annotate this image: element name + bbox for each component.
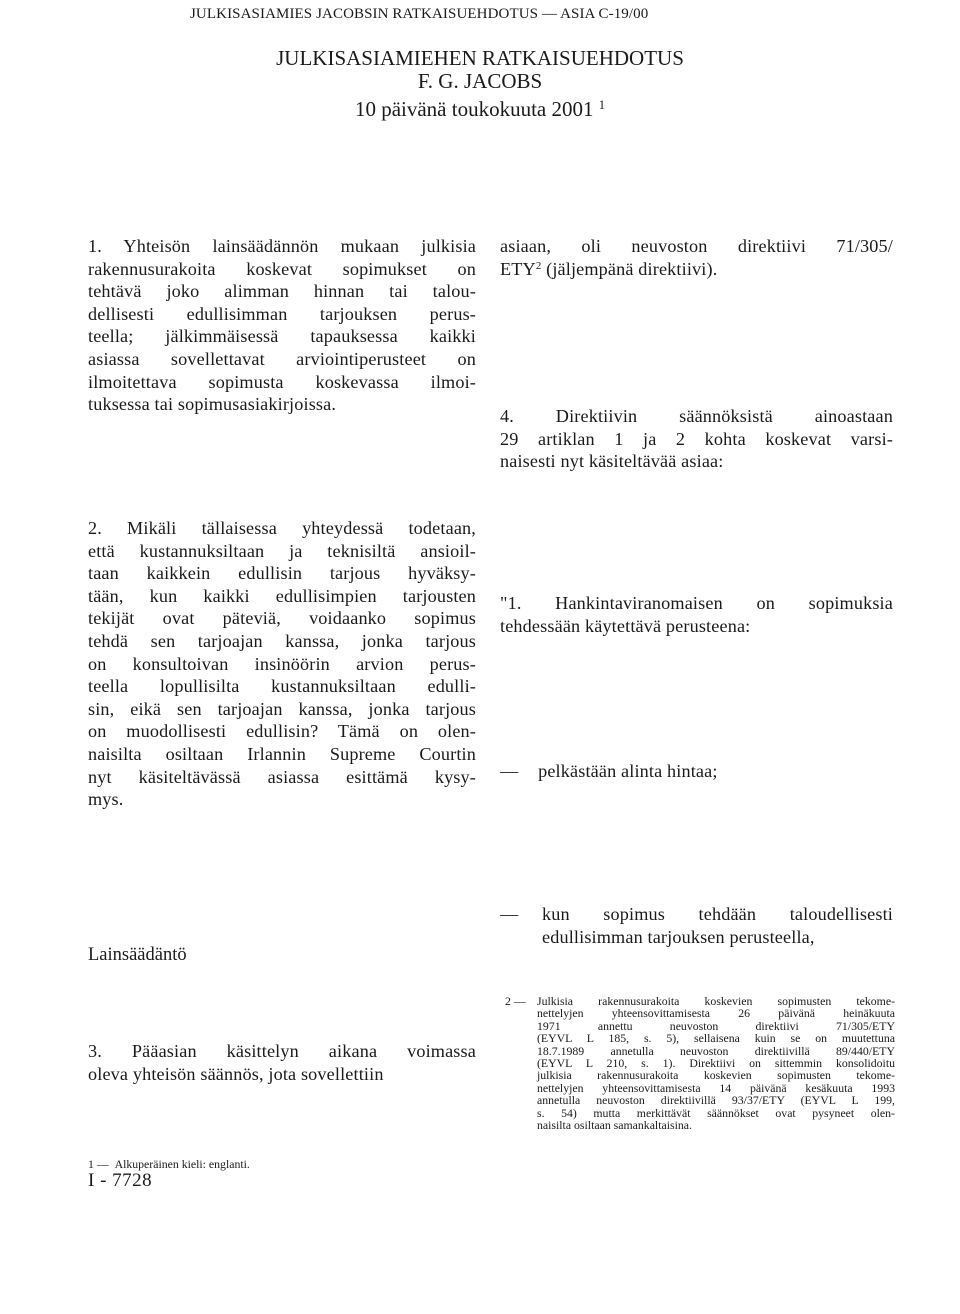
paragraph-line: teella; jälkimmäisessä tapauksessa kaikki bbox=[88, 326, 476, 347]
section-heading: Lainsäädäntö bbox=[88, 945, 187, 965]
paragraph-3-continuation bbox=[500, 235, 893, 280]
paragraph-2 bbox=[88, 517, 476, 811]
advocate-general-name: F. G. JACOBS bbox=[417, 69, 543, 93]
paragraph-line: ilmoitettava sopimusta koskevassa ilmoi- bbox=[88, 371, 476, 392]
footnote-text bbox=[537, 995, 895, 1131]
paragraph-line: "1. Hankintaviranomaisen on sopimuksia bbox=[500, 593, 893, 613]
footnote-line: 1971 annettu neuvoston direktiivi 71/305/ETY bbox=[537, 1018, 895, 1033]
paragraph-line: naisilta osiltaan Irlannin Supreme Courtin bbox=[88, 743, 476, 764]
footnote-line: naisilta osiltaan samankaltaisina. bbox=[537, 1118, 692, 1133]
paragraph-line: 1. Yhteisön lainsäädännön mukaan julkisia bbox=[88, 236, 476, 256]
footnote-line: nettelyjen yhteensovittamisesta 14 päivänä kesäkuuta 1993 bbox=[537, 1080, 895, 1095]
paragraph-line: 4. Direktiivin säännöksistä ainoastaan bbox=[500, 406, 893, 426]
footnote-line: (EYVL L 210, s. 1). Direktiivi on sittemmin konsolidoitu bbox=[537, 1056, 895, 1071]
paragraph-line: rakennusurakoita koskevat sopimukset on bbox=[88, 258, 476, 279]
item-text: pelkästään alinta hintaa; bbox=[538, 761, 718, 781]
paragraph-line: oleva yhteisön säännös, jota sovellettiin bbox=[88, 1063, 384, 1084]
quote-item-1 bbox=[500, 760, 893, 783]
paragraph-3 bbox=[88, 1040, 476, 1085]
item-dash: — bbox=[500, 904, 519, 924]
list-item bbox=[500, 760, 893, 783]
paragraph-line: 29 artiklan 1 ja 2 kohta koskevat varsi- bbox=[500, 428, 893, 449]
paragraph-line: taan kaikkein edullisin tarjous hyväksy- bbox=[88, 563, 476, 584]
footnote-ref-2: 2 bbox=[535, 259, 542, 272]
directive-abbr: ETY bbox=[500, 258, 536, 279]
paragraph-4 bbox=[500, 405, 893, 473]
footnote-line: Julkisia rakennusurakoita koskevien sopimusten tekome- bbox=[537, 994, 895, 1008]
paragraph-line: on muodollisesti edullisin? Tämä on olen- bbox=[88, 721, 476, 742]
footnote-label: 1 — bbox=[88, 1157, 109, 1171]
running-header: JULKISASIAMIES JACOBSIN RATKAISUEHDOTUS — ASIA C-19/00 bbox=[190, 6, 649, 22]
footnote-ref-1: 1 bbox=[598, 98, 606, 113]
paragraph-line: tehtävä joko alimman hinnan tai talou- bbox=[88, 281, 476, 302]
footnote-label: 2 — bbox=[505, 994, 526, 1008]
footnote-line: annetulla neuvoston direktiivillä 93/37/ETY (EYVL L 199, bbox=[537, 1093, 895, 1108]
paragraph-line: tekijät ovat päteviä, voidaanko sopimus bbox=[88, 608, 476, 629]
footnote-line: nettelyjen yhteensovittamisesta 26 päivänä heinäkuuta bbox=[537, 1006, 895, 1021]
paragraph-line: tään, kun kaikki edullisimpien tarjousten bbox=[88, 585, 476, 606]
paragraph-line: tehdessään käytettävä perusteena: bbox=[500, 615, 751, 636]
footnote-line: julkisia rakennusurakoita koskevien sopimusten tekome- bbox=[537, 1068, 895, 1083]
paragraph-line: nyt käsiteltävässä asiassa esittämä kysy- bbox=[88, 766, 476, 787]
date-text: 10 päivänä toukokuuta 2001 bbox=[354, 97, 594, 121]
paragraph-line: on konsultoivan insinöörin arvion perus- bbox=[88, 653, 476, 674]
footnote-line: (EYVL L 185, s. 5), sellaisena kuin se on muutettuna bbox=[537, 1031, 895, 1046]
paragraph-line: mys. bbox=[88, 789, 124, 810]
paragraph-line: kun sopimus tehdään taloudellisesti bbox=[542, 904, 893, 924]
paragraph-line: teella lopullisilta kustannuksiltaan edulli- bbox=[88, 676, 476, 697]
paragraph-line: 2. Mikäli tällaisessa yhteydessä todetaan, bbox=[88, 518, 476, 538]
paragraph-line: tehdä sen tarjoajan kanssa, jonka tarjous bbox=[88, 630, 476, 651]
paragraph-line: edullisimman tarjouksen perusteella, bbox=[542, 926, 815, 947]
list-item bbox=[542, 903, 893, 948]
footnote-line: 18.7.1989 annetulla neuvoston direktiivillä 89/440/ETY bbox=[537, 1043, 895, 1058]
paragraph-line: että kustannuksiltaan ja teknisiltä ansioil- bbox=[88, 540, 476, 561]
paragraph-1 bbox=[88, 235, 476, 416]
footnote-line: s. 54) mutta merkittävät säännökset ovat pysyneet olen- bbox=[537, 1105, 895, 1120]
page-number: I - 7728 bbox=[88, 1170, 153, 1191]
paragraph-line: 3. Pääasian käsittelyn aikana voimassa bbox=[88, 1041, 476, 1061]
item-dash: — bbox=[500, 761, 519, 781]
footnote-text: Alkuperäinen kieli: englanti. bbox=[114, 1157, 250, 1171]
paragraph-line: asiassa sovellettavat arviointiperusteet on bbox=[88, 348, 476, 369]
paragraph-line: sin, eikä sen tarjoajan kanssa, jonka tarjous bbox=[88, 698, 476, 719]
paragraph-line bbox=[500, 258, 893, 281]
paragraph-line: tuksessa tai sopimusasiakirjoissa. bbox=[88, 394, 337, 415]
paragraph-line: asiaan, oli neuvoston direktiivi 71/305/ bbox=[500, 236, 893, 256]
paragraph-line: naisesti nyt käsiteltävää asiaa: bbox=[500, 451, 724, 472]
quoted-article bbox=[500, 592, 893, 637]
document-title: JULKISASIAMIEHEN RATKAISUEHDOTUS bbox=[276, 46, 684, 70]
directive-note: (jäljempänä direktiivi). bbox=[541, 258, 718, 279]
paragraph-line: dellisesti edullisimman tarjouksen perus- bbox=[88, 303, 476, 324]
document-date bbox=[0, 98, 960, 121]
